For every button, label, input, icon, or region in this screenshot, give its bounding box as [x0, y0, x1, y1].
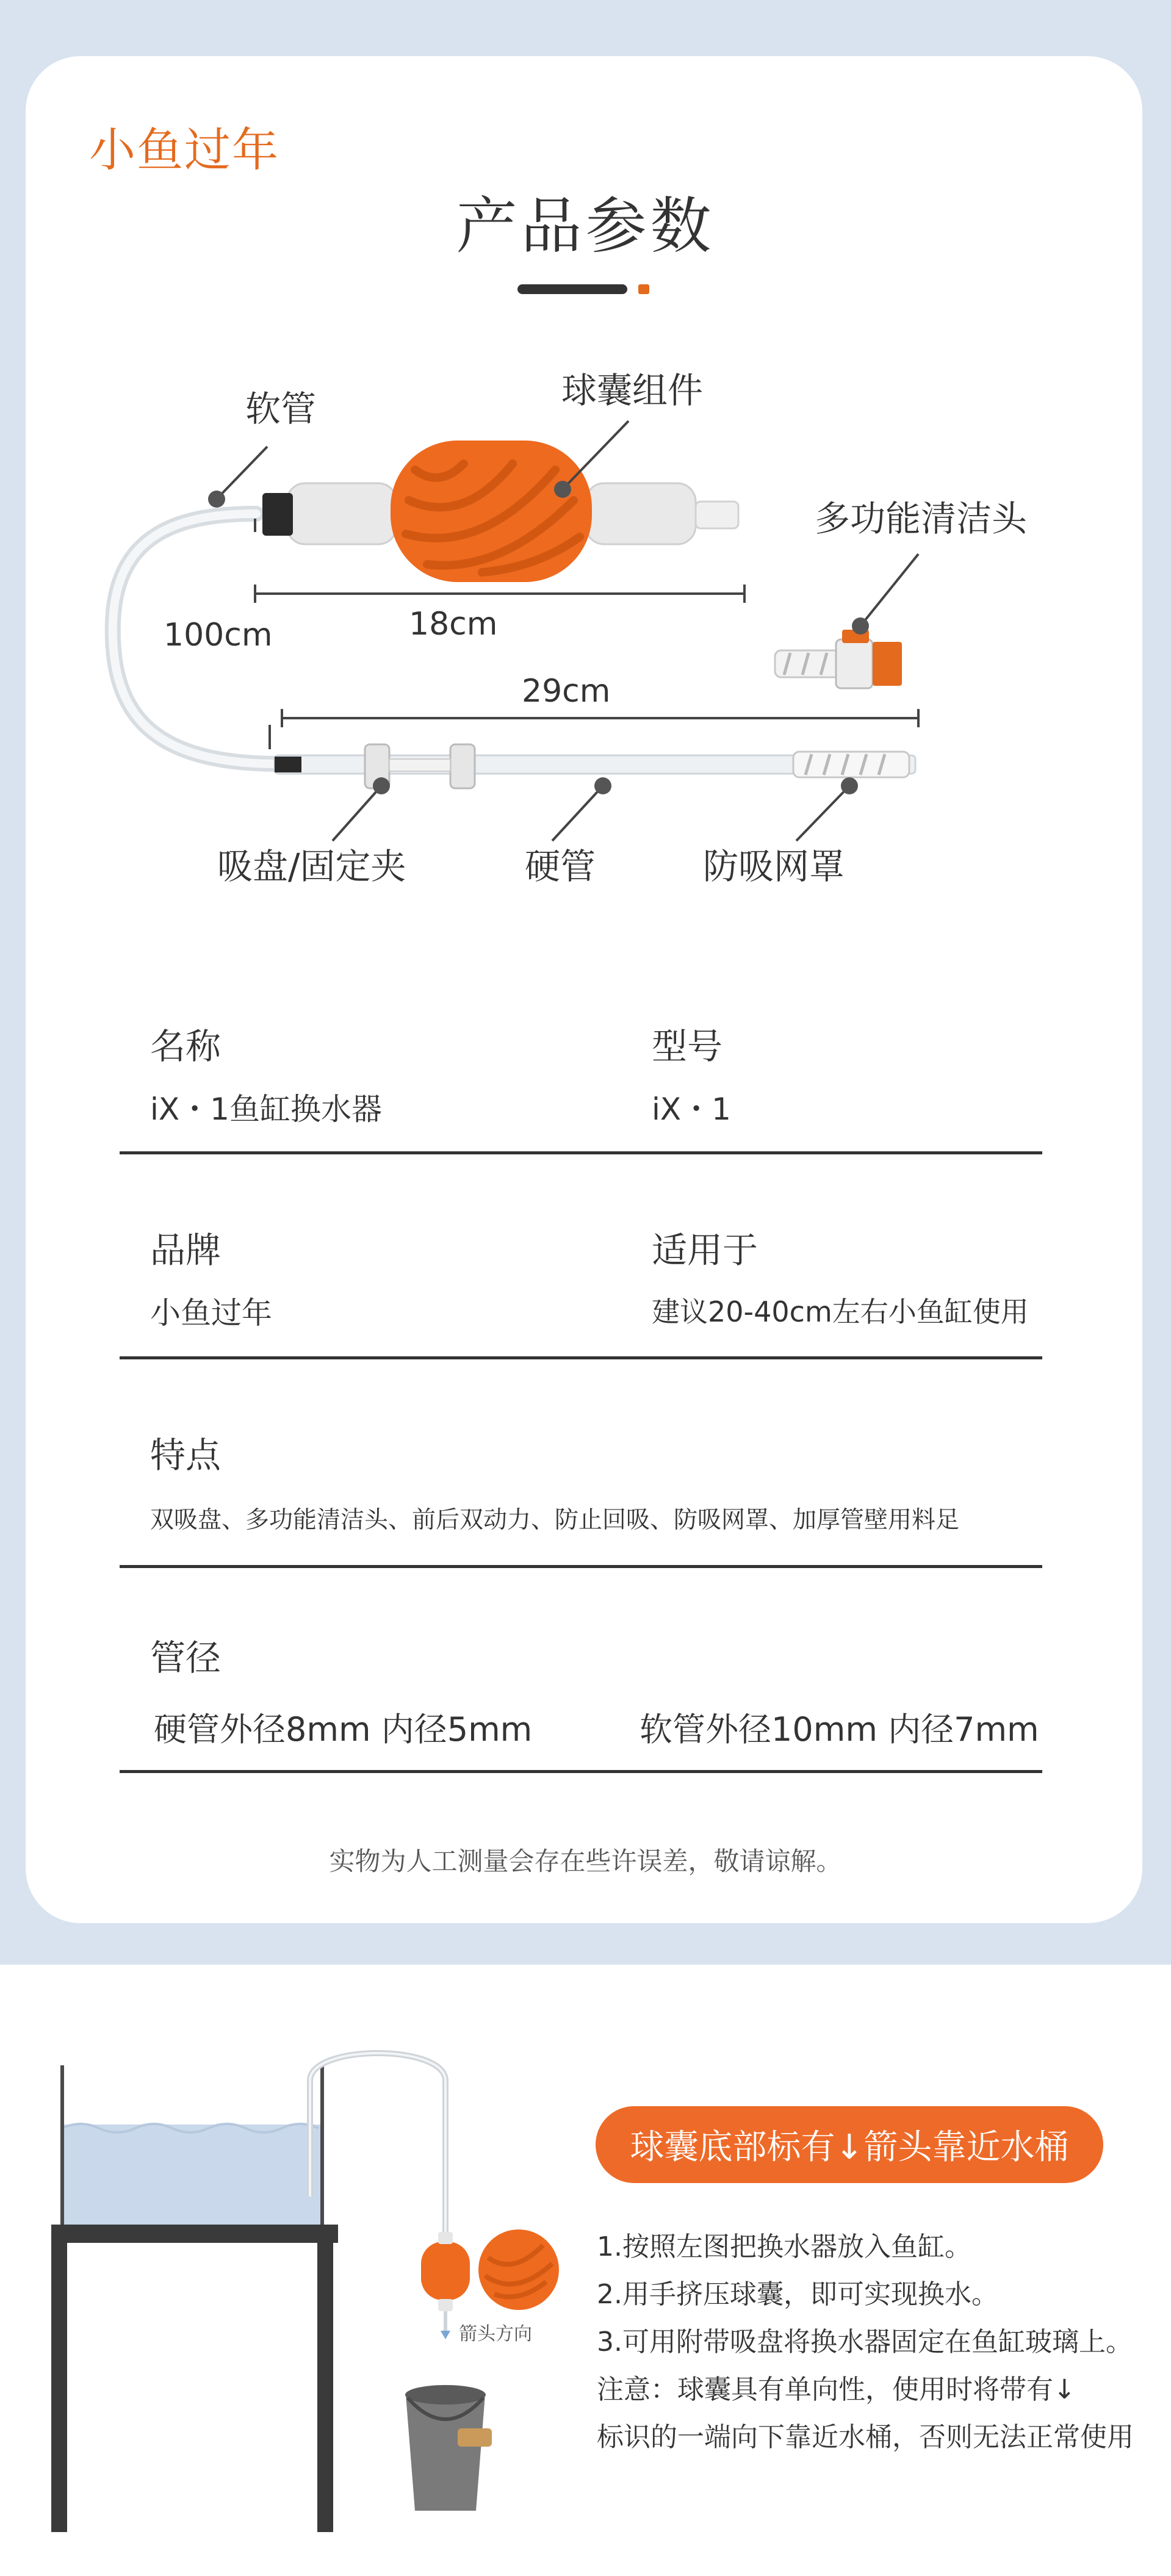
spec-rigid-diameter: 硬管外径8mm 内径5mm [154, 1710, 533, 1749]
spec-name-value: iX・1鱼缸换水器 [150, 1092, 382, 1127]
spec-name-label: 名称 [150, 1026, 222, 1067]
instruction-note-2: 标识的一端向下靠近水桶，否则无法正常使用 [597, 2422, 1134, 2453]
tank-water [62, 2186, 322, 2225]
spec-usage-value: 建议20-40cm左右小鱼缸使用 [652, 1295, 1029, 1328]
spec-model-value: iX・1 [652, 1092, 731, 1127]
spec-hose-diameter: 软管外径10mm 内径7mm [640, 1710, 1039, 1749]
product-diagram [0, 342, 1171, 952]
instruction-step-1: 1.按照左图把换水器放入鱼缸。 [597, 2231, 971, 2262]
spec-feature-value: 双吸盘、多功能清洁头、前后双动力、防止回吸、防吸网罩、加厚管壁用料足 [150, 1506, 960, 1534]
spec-row-brand [120, 1154, 1042, 1359]
brand-name: 小鱼过年 [89, 123, 279, 177]
label-bulb: 球囊组件 [561, 370, 704, 411]
spec-row-diameter [120, 1568, 1042, 1773]
spec-feature-label: 特点 [150, 1434, 222, 1476]
spec-diameter-label: 管径 [150, 1637, 222, 1678]
label-length-rigid: 29cm [522, 673, 611, 710]
label-cleaning-head: 多功能清洁头 [815, 498, 1028, 539]
label-hose: 软管 [245, 388, 317, 430]
instruction-note-1: 注意：球囊具有单向性，使用时将带有↓ [597, 2374, 1076, 2405]
label-clip: 吸盘/固定夹 [217, 846, 406, 887]
measurement-note: 实物为人工测量会存在些许误差，敬请谅解。 [329, 1846, 842, 1876]
label-length-hose: 100cm [164, 617, 273, 653]
spec-brand-value: 小鱼过年 [150, 1295, 272, 1331]
instruction-step-2: 2.用手挤压球囊，即可实现换水。 [597, 2279, 998, 2310]
title-underline-dot [638, 284, 649, 294]
spec-row-features [120, 1359, 1042, 1568]
arrow-direction-label: 箭头方向 [459, 2323, 532, 2345]
bulb-left-connector [287, 483, 397, 544]
usage-illustration [0, 2013, 586, 2576]
label-length-bulb: 18cm [409, 606, 498, 642]
title-underline [517, 284, 627, 294]
spec-usage-label: 适用于 [652, 1229, 758, 1271]
bulb-right-connector [586, 483, 696, 544]
spec-brand-label: 品牌 [150, 1229, 222, 1271]
label-rigid-tube: 硬管 [525, 846, 596, 887]
bucket [406, 2395, 485, 2511]
instruction-step-3: 3.可用附带吸盘将换水器固定在鱼缸玻璃上。 [597, 2326, 1133, 2358]
label-mesh-guard: 防吸网罩 [703, 846, 845, 887]
spec-model-label: 型号 [652, 1026, 723, 1067]
page-title: 产品参数 [456, 190, 715, 262]
spec-row-name [120, 988, 1042, 1154]
cleaning-head [775, 630, 902, 688]
bulb-direction-pill: 球囊底部标有↓箭头靠近水桶 [596, 2106, 1103, 2183]
